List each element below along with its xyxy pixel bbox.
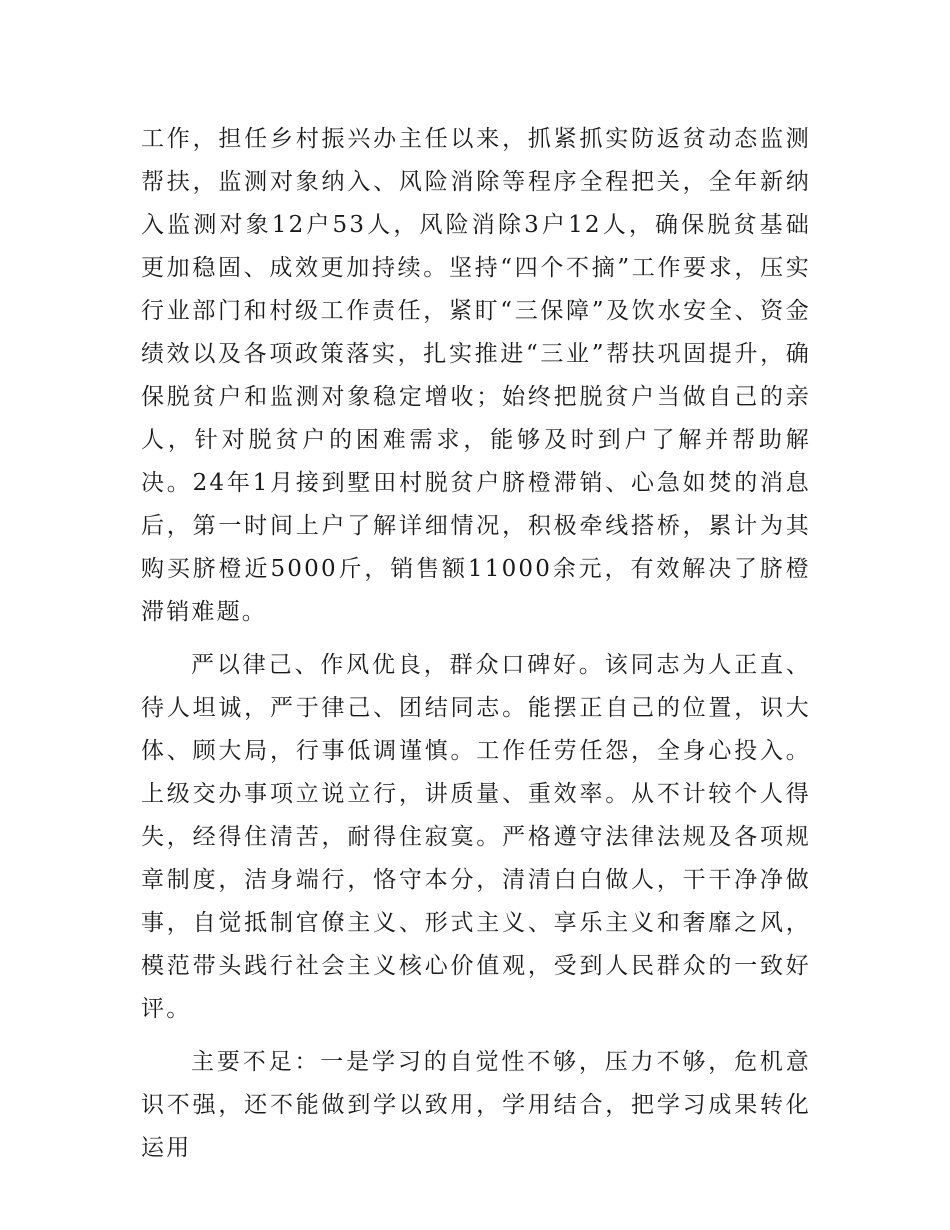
document-body [141, 118, 811, 1180]
paragraph-work-continuation: 工作，担任乡村振兴办主任以来，抓紧抓实防返贫动态监测帮扶，监测对象纳入、风险消除等程序全程把关，全年新纳入监测对象12户53人，风险消除3户12人，确保脱贫基础更加稳固、成效更加持续。坚持“四个不摘”工作要求，压实行业部门和村级工作责任，紧盯“三保障”及饮水安全、资金绩效以及各项政策落实，扎实推进“三业”帮扶巩固提升，确保脱贫户和监测对象稳定增收；始终把脱贫户当做自己的亲人，针对脱贫户的困难需求，能够及时到户了解并帮助解决。24年1月接到墅田村脱贫户脐橙滞销、心急如焚的消息后，第一时间上户了解详细情况，积极牵线搭桥，累计为其购买脐橙近5000斤，销售额11000余元，有效解决了脐橙滞销难题。 [141, 126, 811, 625]
paragraph-self-discipline: 严以律己、作风优良，群众口碑好。该同志为人正直、待人坦诚，严于律己、团结同志。能摆正自己的位置，识大体、顾大局，行事低调谨慎。工作任劳任怨，全身心投入。上级交办事项立说立行，讲质量、重效率。从不计较个人得失，经得住清苦，耐得住寂寞。严格遵守法律法规及各项规章制度，洁身端行，恪守本分，清清白白做人，干干净净做事，自觉抵制官僚主义、形式主义、享乐主义和奢靡之风，模范带头践行社会主义核心价值观，受到人民群众的一致好评。 [141, 652, 811, 1022]
paragraph-shortcomings: 主要不足：一是学习的自觉性不够，压力不够，危机意识不强，还不能做到学以致用，学用结合，把学习成果转化运用 [141, 1049, 811, 1161]
